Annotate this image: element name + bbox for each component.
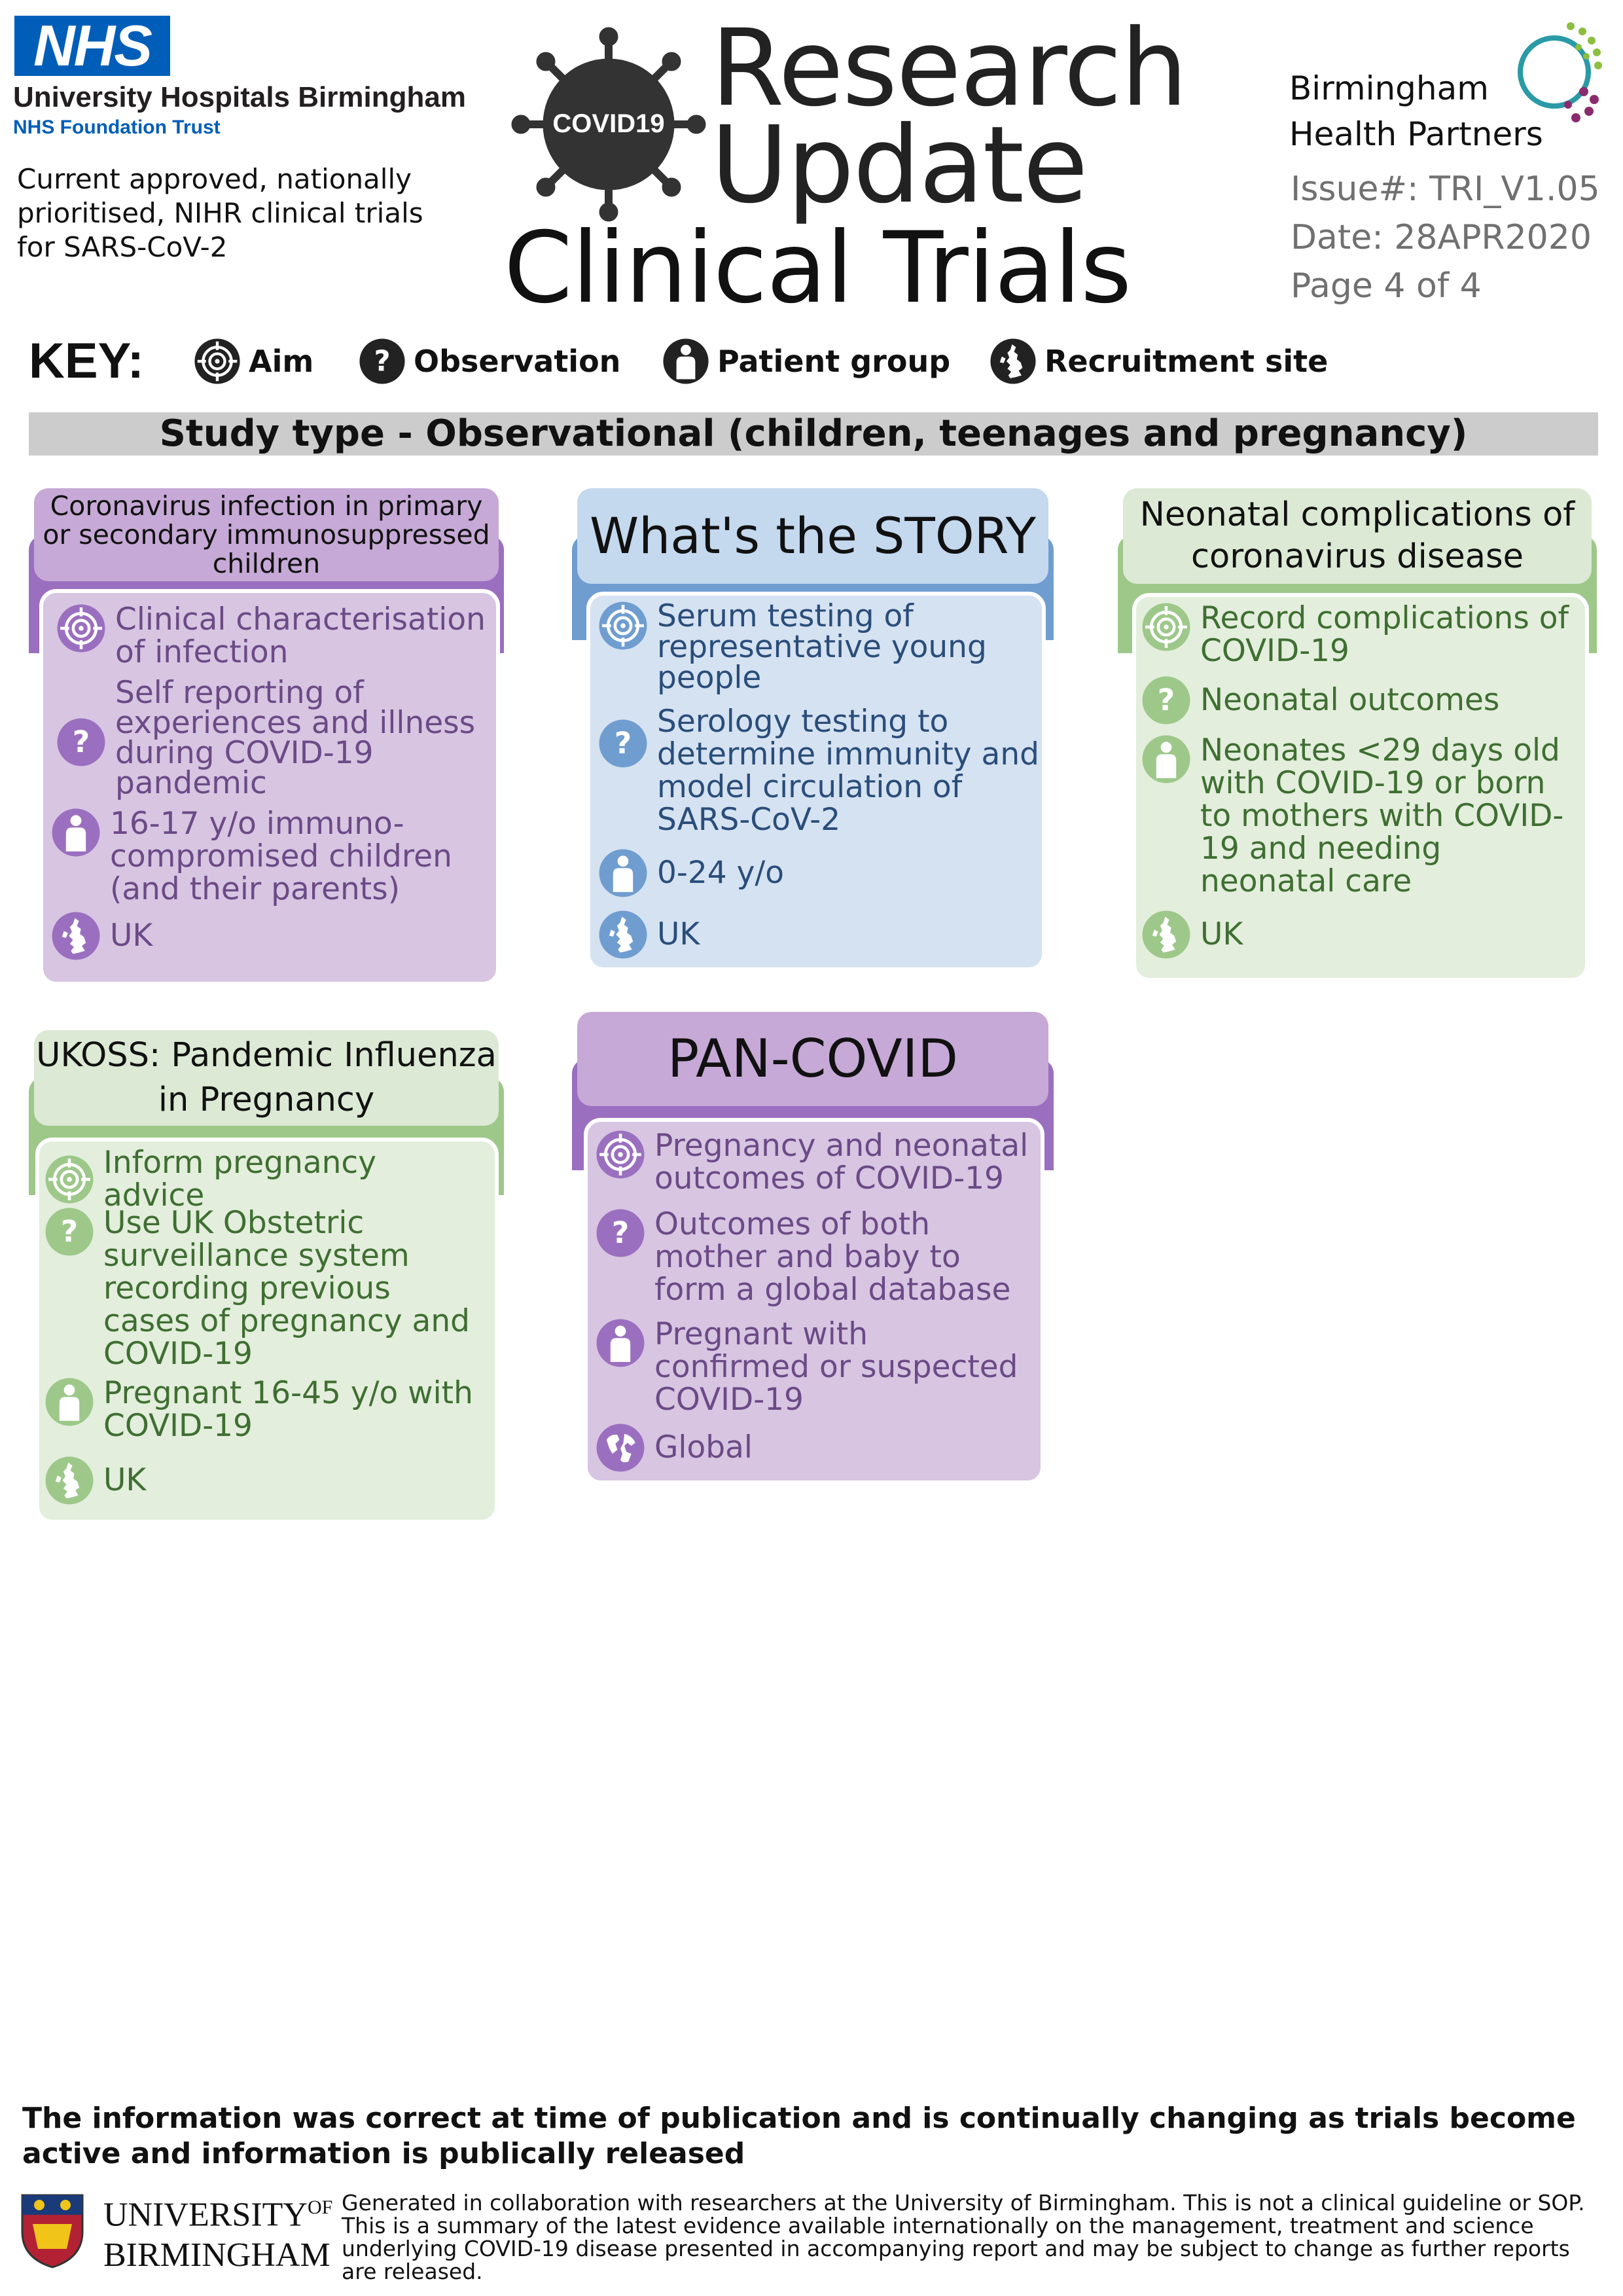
patient-group-text: Pregnant 16-45 y/o with COVID-19: [103, 1375, 473, 1444]
person-icon: [662, 338, 709, 385]
card-title-text: What's the STORY: [589, 507, 1037, 565]
partner-line-2: Health Partners: [1289, 115, 1543, 153]
card-title-text: PAN-COVID: [668, 1028, 958, 1089]
card-title: [1123, 488, 1592, 584]
covid-virus-icon: [510, 26, 707, 223]
card-body: [586, 592, 1046, 971]
row-aim: [1141, 602, 1575, 668]
row-aim: [45, 1147, 484, 1212]
person-icon: [598, 848, 648, 898]
card-body: [1132, 593, 1589, 982]
disclaimer: The information was correct at time of publication and is continually changing as trials become active and information is publically released: [22, 2102, 1576, 2170]
patient-group-text: Pregnant with confirmed or suspected COVID-19: [654, 1316, 1018, 1418]
row-site: [51, 911, 486, 961]
question-icon: [45, 1207, 94, 1257]
observation-text: Self reporting of experiences and illness during COVID-19 pandemic: [115, 675, 476, 801]
card-title-text: Coronavirus infection in primary or secondary immunosuppressed children: [43, 490, 490, 579]
trial-card-story: [572, 488, 1054, 977]
target-icon: [598, 601, 648, 651]
card-title: [34, 1030, 499, 1126]
aim-text: Record complications of COVID-19: [1200, 600, 1569, 669]
uk-map-icon: [598, 910, 648, 960]
observation-text: Use UK Obstetric surveillance system recording previous cases of pregnancy and COVID-19: [103, 1205, 470, 1372]
intro-text: Current approved, nationally prioritised, NIHR clinical trials for SARS-CoV-2: [17, 163, 423, 263]
uk-map-icon: [51, 911, 101, 961]
person-icon: [1141, 734, 1191, 784]
card-title-text: Neonatal complications of coronavirus disease: [1139, 495, 1575, 576]
row-site: [1141, 910, 1575, 960]
nhs-foundation-trust: NHS Foundation Trust: [13, 117, 221, 138]
title-update: Update: [711, 104, 1087, 227]
target-icon: [596, 1130, 645, 1179]
university-crest-icon: [20, 2193, 85, 2269]
university-name: [103, 2187, 332, 2276]
nhs-logo: NHS: [14, 16, 170, 76]
university-of: OF: [307, 2197, 333, 2218]
observation-text: Serology testing to determine immunity and model circulation of SARS-CoV-2: [657, 704, 1039, 838]
trial-card-ukoss: [29, 1030, 504, 1528]
partner-line-1: Birmingham: [1289, 69, 1489, 107]
row-observation: [598, 706, 1039, 836]
row-observation: [596, 1208, 1030, 1306]
question-icon: [598, 719, 648, 768]
row-patient-group: [596, 1318, 1030, 1416]
key-patient-group-label: Patient group: [717, 344, 951, 379]
card-body: [39, 589, 500, 986]
trial-card-neonatal: [1118, 488, 1597, 986]
key-aim-label: Aim: [249, 344, 314, 379]
key-aim: [194, 335, 313, 387]
row-observation: [45, 1207, 484, 1371]
question-icon: [359, 338, 406, 385]
issue-number: Issue#: TRI_V1.05: [1291, 170, 1600, 209]
person-icon: [51, 808, 101, 857]
site-text: UK: [657, 916, 700, 952]
virus-label: COVID19: [552, 109, 665, 138]
nhs-trust-name: University Hospitals Birmingham: [13, 81, 466, 113]
trial-card-pan-covid: [572, 1012, 1054, 1483]
row-patient-group: [1141, 734, 1575, 898]
key-recruitment-site: [990, 335, 1328, 387]
aim-text: Clinical characterisation of infection: [115, 601, 486, 670]
title-research: Research: [711, 7, 1187, 130]
site-text: Global: [654, 1429, 753, 1465]
row-patient-group: [45, 1377, 484, 1443]
target-icon: [56, 603, 106, 653]
patient-group-text: Neonates <29 days old with COVID-19 or born to mothers with COVID-19 and needing neonatal care: [1200, 732, 1564, 899]
row-observation: [56, 675, 486, 801]
trial-card-immunosuppressed: [29, 488, 504, 986]
row-aim: [598, 598, 1031, 696]
section-title: Study type - Observational (children, teenages and pregnancy): [29, 412, 1598, 456]
aim-text: Pregnancy and neonatal outcomes of COVID-19: [654, 1128, 1029, 1196]
globe-icon: [596, 1423, 645, 1473]
card-body: [584, 1118, 1044, 1484]
card-body: [35, 1138, 499, 1524]
uk-map-icon: [990, 338, 1037, 385]
row-site: [598, 910, 1031, 960]
university-line-1: UNIVERSITY: [103, 2196, 308, 2234]
uk-map-icon: [45, 1456, 94, 1505]
footnote: Generated in collaboration with researchers at the University of Birmingham. This is not a clinical guideline or SOP. This is a summary of the latest evidence available internationally on the management, treatment and science underlying COVID-19 disease presented in accompanying report and may be subject to change as further reports are released.: [342, 2190, 1585, 2284]
person-icon: [596, 1318, 645, 1368]
key-observation-label: Observation: [414, 344, 621, 379]
key-patient-group: [662, 335, 950, 387]
target-icon: [45, 1155, 94, 1204]
bhp-logo-icon: [1505, 13, 1616, 131]
site-text: UK: [1200, 916, 1243, 952]
uk-map-icon: [1141, 910, 1191, 960]
row-site: [45, 1456, 484, 1505]
observation-text: Neonatal outcomes: [1200, 682, 1500, 718]
card-title: [577, 1012, 1048, 1106]
card-title-text: UKOSS: Pandemic Influenza in Pregnancy: [36, 1036, 497, 1119]
observation-text: Outcomes of both mother and baby to form a global database: [654, 1206, 1011, 1308]
row-observation: [1141, 675, 1575, 725]
aim-text: Inform pregnancy advice: [103, 1145, 377, 1213]
aim-text: Serum testing of representative young people: [657, 598, 987, 696]
university-line-2: BIRMINGHAM: [103, 2236, 330, 2274]
target-icon: [194, 338, 241, 385]
row-patient-group: [598, 848, 1031, 898]
site-text: UK: [103, 1462, 147, 1498]
site-text: UK: [110, 918, 153, 954]
row-aim: [56, 603, 486, 669]
row-patient-group: [51, 808, 486, 906]
question-icon: [1141, 675, 1191, 725]
card-title: [577, 488, 1048, 584]
card-title: [34, 488, 499, 581]
title-clinical-trials: Clinical Trials: [504, 211, 1132, 325]
patient-group-text: 0-24 y/o: [657, 855, 785, 891]
issue-date: Date: 28APR2020: [1291, 218, 1592, 257]
row-aim: [596, 1130, 1030, 1195]
issue-block: [1291, 165, 1600, 310]
question-icon: [596, 1208, 645, 1258]
row-site: [596, 1423, 1030, 1473]
key-observation: [359, 335, 620, 387]
key-recruitment-site-label: Recruitment site: [1044, 344, 1329, 379]
target-icon: [1141, 602, 1191, 652]
question-icon: [56, 717, 106, 767]
person-icon: [45, 1377, 94, 1427]
key-label: KEY:: [29, 333, 144, 389]
patient-group-text: 16-17 y/o immuno-compromised children (and their parents): [110, 806, 452, 907]
page-number: Page 4 of 4: [1291, 266, 1482, 306]
